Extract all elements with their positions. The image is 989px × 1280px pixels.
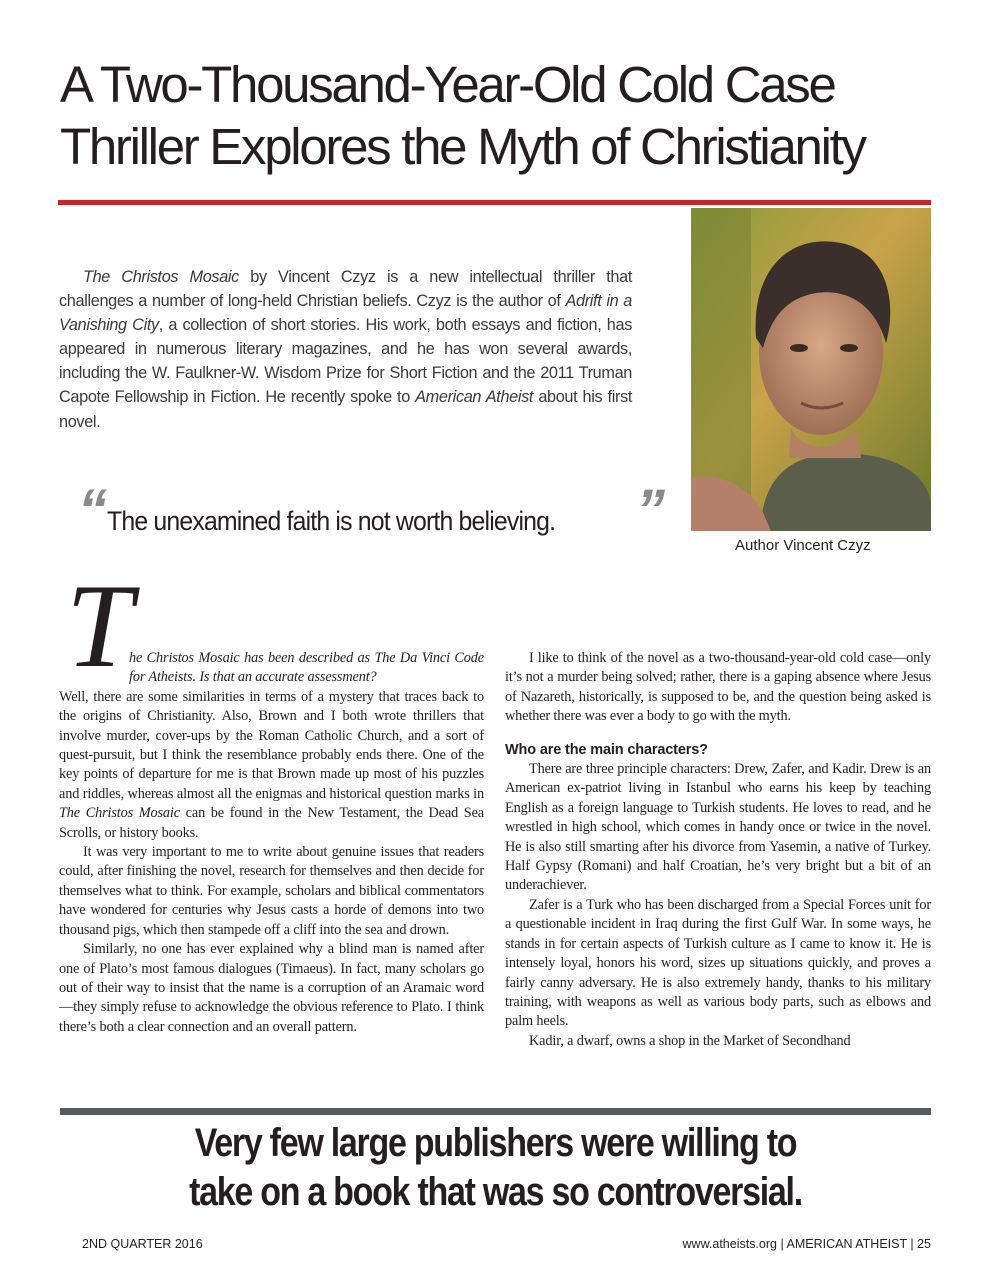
open-quote-mark: “: [78, 478, 107, 543]
headline-line-2: Thriller Explores the Myth of Christianity: [60, 118, 865, 175]
gray-divider-rule: [60, 1108, 931, 1115]
intro-text-1: by Vincent Czyz is a new intellectual thriller that challenges a number of long-held Christian beliefs. Czyz is the author of: [59, 268, 632, 311]
answer-1-text: Well, there are some similarities in terms of a mystery that traces back to the origins of Christianity. Also, Brown and I both wrote thrillers that involve murder, cover-ups by the Roman Catholic Church, and a sort of quest-pursuit, but I think the resemblance probably ends there. One of the key points of departure for me is that Brown made up most of his puzzles and riddles, whereas almost all the enigmas and historical question marks in: [59, 688, 484, 802]
pull-quote-text: The unexamined faith is not worth believing.: [107, 506, 556, 536]
footer-issue-date: 2ND QUARTER 2016: [82, 1237, 203, 1251]
question-2-heading: Who are the main characters?: [505, 741, 708, 758]
paragraph-5: There are three principle characters: Drew, Zafer, and Kadir. Drew is an American ex-patriot living in Istanbul who earns his keep by teaching English as a foreign language to Turkish students. He loves to read, and he wrestled in high school, which comes in handy once or twice in the novel. He is also still smarting after his divorce from Yasemin, a native of Turkey. Half Gypsy (Romani) and half Croatian, he’s very bright but a bit of an underachiever.: [505, 761, 931, 894]
q1-text-1: has been described as: [239, 650, 375, 666]
intro-magazine-title: American Atheist: [415, 388, 534, 407]
paragraph-3: Similarly, no one has ever explained why a blind man is named after one of Plato’s most famous dialogues (Timaeus). In fact, many scholars go out of their way to insist that the name is a corruption of an Aramaic word—they simply refuse to acknowledge the obvious reference to Plato. I think there’s both a clear connection and an overall pattern.: [59, 941, 484, 1035]
q1-book-title: The Da Vinci Code: [374, 650, 484, 666]
paragraph-2: It was very important to me to write about genuine issues that readers could, after finishing the novel, research for themselves and then decide for themselves what to think. For example, scholars and biblical commentators have wondered for centuries why Jesus casts a horde of demons into two thousand pigs, which then stampede off a cliff into the sea and drown.: [59, 844, 484, 938]
headline-line-1: A Two-Thousand-Year-Old Cold Case: [60, 56, 835, 113]
paragraph-4: I like to think of the novel as a two-thousand-year-old cold case—only it’s not a murder being solved; rather, there is a gaping absence where Jesus of Nazareth, historically, is supposed to be, and the question being asked is whether there was ever a body to go with the myth.: [505, 650, 931, 725]
question-1: [59, 649, 484, 688]
headline: [60, 54, 940, 178]
intro-book-title: The Christos Mosaic: [83, 268, 239, 286]
big-quote-line-2: take on a book that was so controversial.: [189, 1170, 802, 1214]
close-quote-mark: ”: [636, 478, 665, 543]
intro-paragraph: [59, 265, 632, 434]
pull-quote: [78, 478, 665, 543]
footer-site-page: www.atheists.org | AMERICAN ATHEIST | 25: [682, 1237, 931, 1251]
answer-1-end: can be found in the New Testament, the Dead Sea Scrolls, or history books.: [59, 805, 485, 841]
answer-1: [59, 688, 484, 843]
big-quote-line-1: Very few large publishers were willing to: [194, 1121, 797, 1165]
answer-1-book-title: The Christos Mosaic: [59, 805, 180, 822]
paragraph-6: Zafer is a Turk who has been discharged from a Special Forces unit for a questionable incident in Iraq during the first Gulf War. In some ways, he stands in for certain aspects of Turkish culture as I came to know it. He is intensely loyal, honors his word, sizes up situations quickly, and proves a fairly canny adversary. He is also extremely handy, thanks to his military training, with weapons as well as various body parts, such as elbows and palm heels.: [505, 896, 931, 1030]
author-photo: [691, 208, 931, 531]
intro-text-2: , a collection of short stories. His work, both essays and fiction, has appeared in numerous literary magazines, and he has won several awards, including the W. Faulkner-W. Wisdom Prize for Short Fiction and the 2011 Truman Capote Fellowship in Fiction. He recently spoke to: [59, 316, 632, 407]
article-column-left: [59, 649, 484, 1037]
intro-collection-title: Adrift in a Vanishing City: [59, 292, 632, 335]
article-column-right: [505, 649, 931, 1051]
intro-text-3: about his first novel.: [59, 388, 633, 431]
photo-caption: Author Vincent Czyz: [735, 537, 871, 554]
q1-text-2: for Atheists. Is that an accurate assessment?: [129, 669, 377, 686]
q1-title-fragment: he Christos Mosaic: [129, 650, 240, 666]
big-pull-quote: [60, 1119, 931, 1217]
red-divider-rule: [58, 200, 931, 205]
drop-cap: T: [66, 559, 133, 692]
paragraph-7: Kadir, a dwarf, owns a shop in the Market of Secondhand: [529, 1032, 851, 1049]
